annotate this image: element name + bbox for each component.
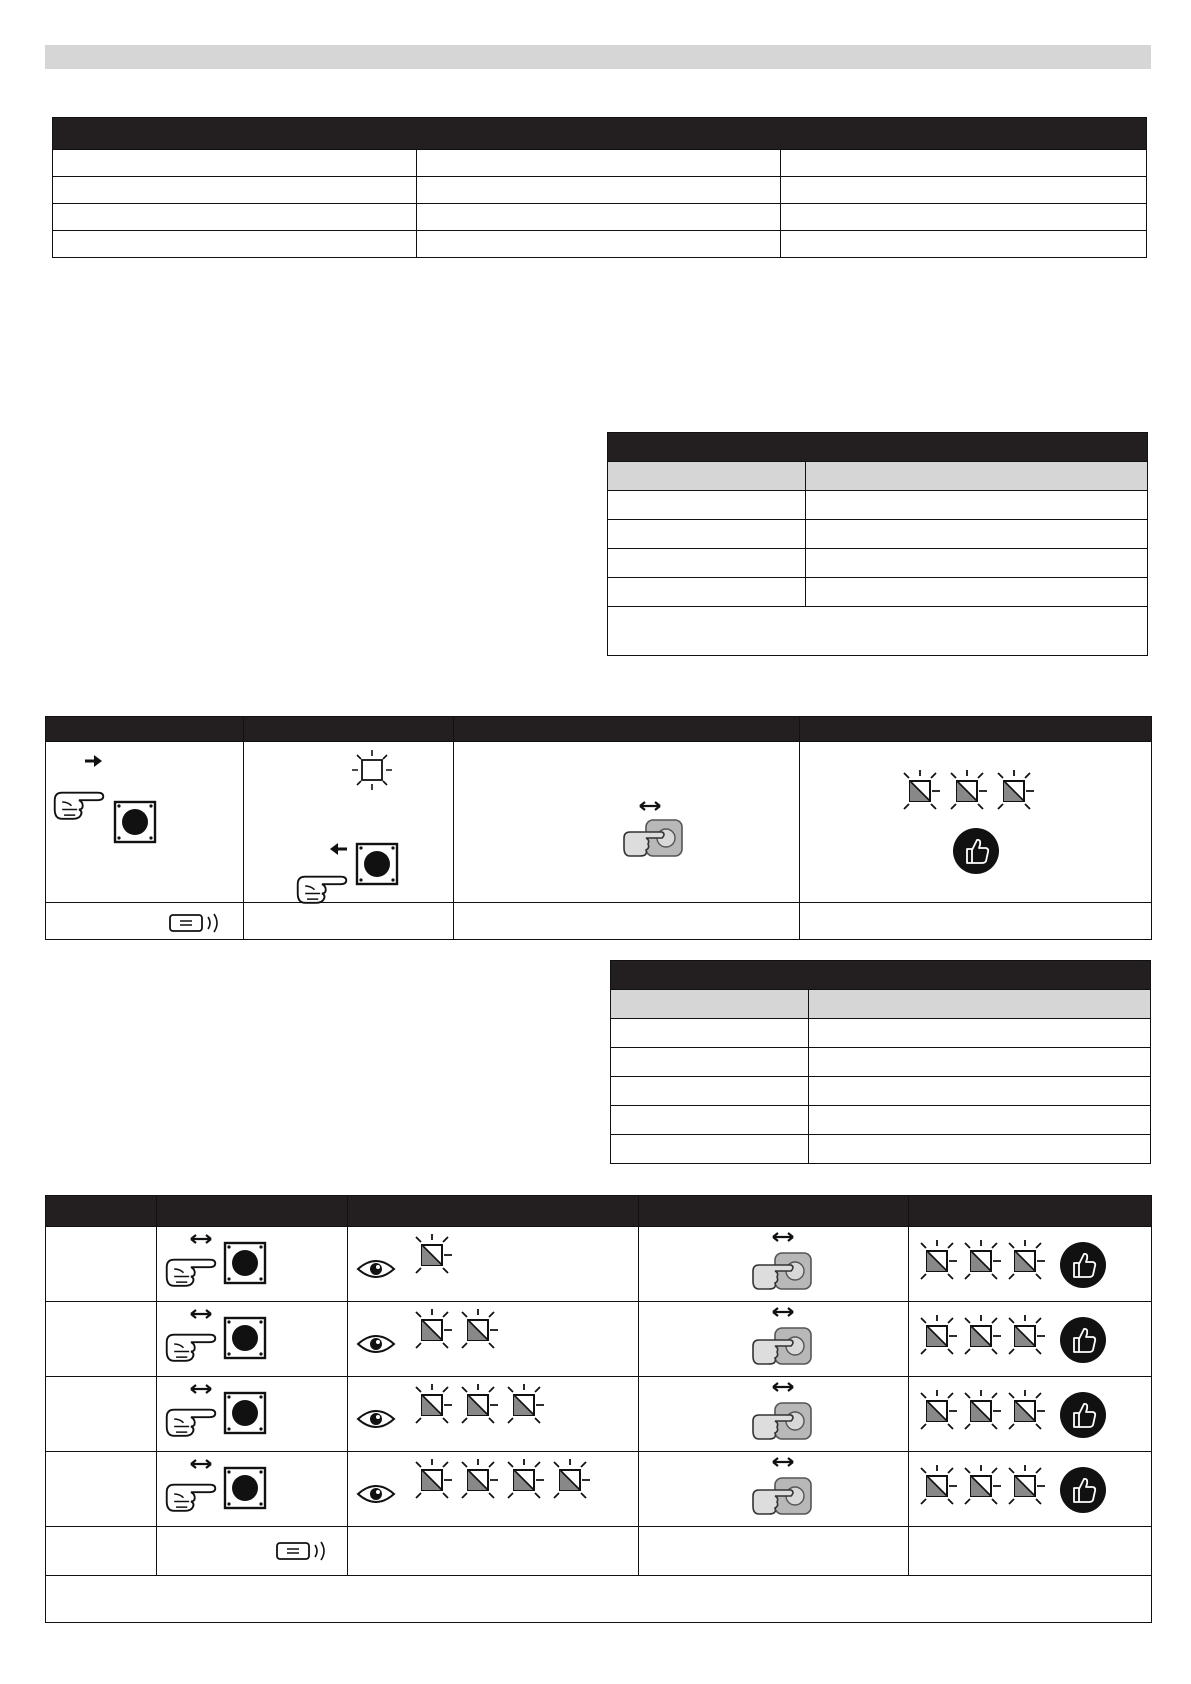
hand-press-button-icon bbox=[163, 1247, 219, 1291]
thumbs-up-icon bbox=[1059, 1466, 1107, 1514]
double-arrow-icon bbox=[189, 1458, 213, 1470]
column-header bbox=[157, 1196, 348, 1227]
thumbs-up-icon bbox=[1059, 1316, 1107, 1364]
table-row bbox=[611, 1135, 1151, 1164]
procedure-table-2 bbox=[45, 1195, 1152, 1623]
double-arrow-icon bbox=[189, 1233, 213, 1245]
led-half-icon bbox=[1003, 1389, 1047, 1433]
led-half-icon bbox=[1003, 1314, 1047, 1358]
table-note bbox=[608, 607, 1148, 656]
led-half-icon bbox=[959, 1389, 1003, 1433]
led-half-icon bbox=[898, 769, 942, 813]
led-half-icon bbox=[992, 769, 1036, 813]
page-header-bar bbox=[45, 45, 1151, 69]
column-header bbox=[806, 462, 1148, 491]
remote-control-icon bbox=[275, 1539, 331, 1563]
led-half-icon bbox=[915, 1389, 959, 1433]
led-half-icon bbox=[915, 1314, 959, 1358]
led-half-icon bbox=[959, 1314, 1003, 1358]
led-half-icon bbox=[456, 1308, 500, 1352]
table-row bbox=[611, 1019, 1151, 1048]
hand-press-button-icon bbox=[163, 1322, 219, 1366]
button-icon bbox=[223, 1241, 267, 1285]
procedure-step-row bbox=[46, 1452, 1152, 1527]
table-header bbox=[611, 961, 1151, 990]
column-header bbox=[611, 990, 809, 1019]
thumbs-up-icon bbox=[1059, 1391, 1107, 1439]
hand-remote-button-icon bbox=[751, 1466, 815, 1520]
eye-icon bbox=[356, 1482, 396, 1506]
table-header bbox=[53, 118, 1147, 150]
column-header bbox=[454, 717, 800, 742]
eye-icon bbox=[356, 1407, 396, 1431]
column-header bbox=[46, 1196, 157, 1227]
thumbs-up-icon bbox=[952, 827, 1000, 875]
led-half-icon bbox=[548, 1458, 592, 1502]
led-half-icon bbox=[410, 1458, 454, 1502]
double-arrow-icon bbox=[189, 1308, 213, 1320]
table-row bbox=[53, 150, 1147, 177]
hand-remote-button-icon bbox=[751, 1241, 815, 1295]
table-row bbox=[608, 578, 1148, 607]
procedure-step-row bbox=[46, 1227, 1152, 1302]
table-row bbox=[608, 491, 1148, 520]
column-header bbox=[800, 717, 1152, 742]
led-half-icon bbox=[1003, 1239, 1047, 1283]
led-half-icon bbox=[945, 769, 989, 813]
led-half-icon bbox=[502, 1458, 546, 1502]
table-row bbox=[611, 1077, 1151, 1106]
settings-table-1 bbox=[607, 432, 1148, 656]
thumbs-up-icon bbox=[1059, 1241, 1107, 1289]
column-header bbox=[244, 717, 454, 742]
hand-remote-button-icon bbox=[751, 1391, 815, 1445]
procedure-step-row bbox=[46, 1377, 1152, 1452]
arrow-left-icon bbox=[329, 842, 349, 856]
button-icon bbox=[113, 800, 157, 844]
button-icon bbox=[355, 842, 399, 886]
hand-remote-button-icon bbox=[751, 1316, 815, 1370]
column-header bbox=[639, 1196, 909, 1227]
led-half-icon bbox=[456, 1458, 500, 1502]
procedure-table-1 bbox=[45, 716, 1152, 940]
led-half-icon bbox=[959, 1239, 1003, 1283]
procedure-step-row bbox=[46, 1302, 1152, 1377]
table-row bbox=[611, 1106, 1151, 1135]
table-row bbox=[608, 549, 1148, 578]
remote-control-icon bbox=[168, 911, 224, 935]
led-half-icon bbox=[1003, 1464, 1047, 1508]
double-arrow-icon bbox=[189, 1383, 213, 1395]
eye-icon bbox=[356, 1257, 396, 1281]
led-half-icon bbox=[915, 1239, 959, 1283]
table-row bbox=[53, 231, 1147, 258]
hand-release-button-icon bbox=[294, 864, 350, 908]
arrow-right-icon bbox=[83, 754, 103, 768]
button-icon bbox=[223, 1316, 267, 1360]
hand-remote-button-icon bbox=[622, 808, 686, 862]
column-header bbox=[909, 1196, 1152, 1227]
hand-press-button-icon bbox=[51, 780, 107, 824]
column-header bbox=[348, 1196, 639, 1227]
column-header bbox=[809, 990, 1151, 1019]
table-row bbox=[608, 520, 1148, 549]
led-blink-icon bbox=[350, 748, 394, 792]
table-row bbox=[611, 1048, 1151, 1077]
table-header bbox=[608, 433, 1148, 462]
spec-table bbox=[52, 117, 1147, 258]
column-header bbox=[46, 717, 244, 742]
led-half-icon bbox=[502, 1383, 546, 1427]
led-half-icon bbox=[410, 1383, 454, 1427]
settings-table-2 bbox=[610, 960, 1151, 1164]
column-header bbox=[608, 462, 806, 491]
led-half-icon bbox=[456, 1383, 500, 1427]
led-half-icon bbox=[410, 1233, 454, 1277]
eye-icon bbox=[356, 1332, 396, 1356]
led-half-icon bbox=[915, 1464, 959, 1508]
table-row bbox=[53, 204, 1147, 231]
table-row bbox=[53, 177, 1147, 204]
table-note bbox=[46, 1576, 1152, 1623]
button-icon bbox=[223, 1391, 267, 1435]
hand-press-button-icon bbox=[163, 1397, 219, 1441]
led-half-icon bbox=[959, 1464, 1003, 1508]
led-half-icon bbox=[410, 1308, 454, 1352]
button-icon bbox=[223, 1466, 267, 1510]
hand-press-button-icon bbox=[163, 1472, 219, 1516]
